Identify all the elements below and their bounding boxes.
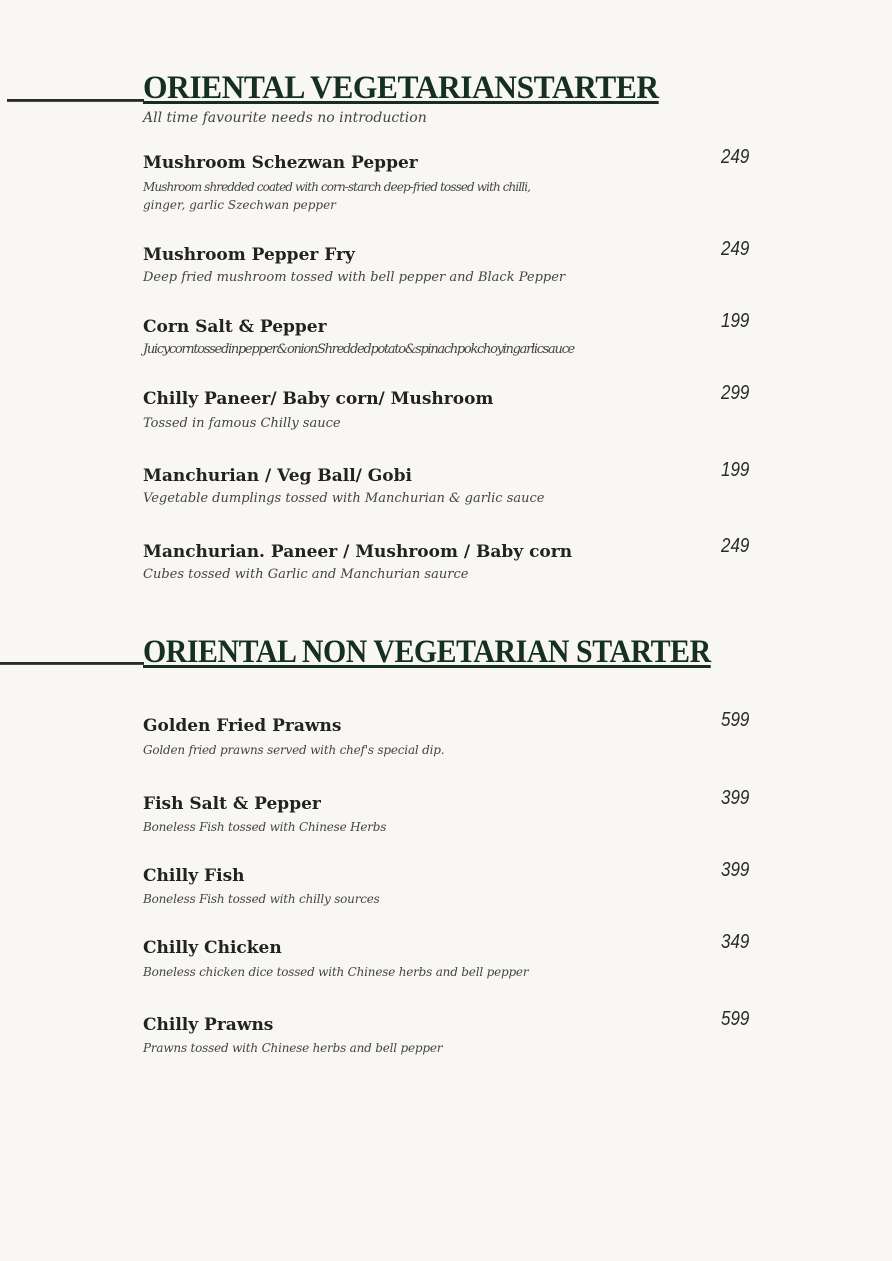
item-price: 299 — [720, 382, 749, 404]
item-price: 249 — [720, 238, 749, 260]
item-price: 249 — [720, 535, 749, 557]
nonveg-starter-section — [0, 634, 892, 674]
item-description: Boneless Fish tossed with Chinese Herbs — [143, 820, 387, 834]
item-name: Chilly Paneer/ Baby corn/ Mushroom — [143, 389, 494, 409]
nonveg-heading-wrap — [0, 634, 892, 674]
menu-item-mushroom-schezwan-pepper — [143, 146, 753, 214]
item-name: Mushroom Schezwan Pepper — [143, 153, 418, 173]
item-name: Chilly Fish — [143, 866, 245, 886]
item-name: Fish Salt & Pepper — [143, 794, 321, 814]
item-price: 399 — [720, 859, 749, 881]
item-description: Juicycorntossedinpepper&onionShreddedpotato&spinachpokchoyingarlicsauce — [143, 342, 574, 357]
item-description: Boneless chicken dice tossed with Chinese herbs and bell pepper — [143, 965, 529, 979]
item-price: 399 — [720, 787, 749, 809]
item-description-line: Mushroom shredded coated with corn-starch deep-fried tossed with chilli, — [143, 180, 531, 194]
menu-item-fish-salt-pepper — [143, 787, 753, 836]
item-price: 349 — [720, 931, 749, 953]
item-description: Deep fried mushroom tossed with bell pepper and Black Pepper — [143, 270, 566, 285]
menu-item-corn-salt-pepper — [143, 310, 753, 359]
item-name: Chilly Chicken — [143, 938, 282, 958]
item-name: Manchurian / Veg Ball/ Gobi — [143, 466, 412, 486]
item-description: Tossed in famous Chilly sauce — [143, 416, 341, 431]
item-price: 599 — [720, 709, 749, 731]
menu-item-chilly-fish — [143, 859, 753, 908]
item-name: Golden Fried Prawns — [143, 716, 342, 736]
veg-heading-wrap — [0, 70, 892, 110]
item-price: 199 — [720, 310, 749, 332]
item-description: Boneless Fish tossed with chilly sources — [143, 892, 380, 906]
menu-item-manchurian-veg-ball — [143, 459, 753, 508]
item-price: 249 — [720, 146, 749, 168]
menu-item-chilly-paneer — [143, 382, 753, 433]
veg-heading-rule — [7, 99, 144, 102]
item-description — [143, 178, 753, 214]
veg-section-title: ORIENTAL VEGETARIANSTARTER — [143, 70, 659, 106]
menu-item-chilly-chicken — [143, 931, 753, 981]
item-price: 599 — [720, 1008, 749, 1030]
item-description: Vegetable dumplings tossed with Manchurian & garlic sauce — [143, 491, 545, 506]
menu-item-chilly-prawns — [143, 1008, 753, 1057]
item-name: Mushroom Pepper Fry — [143, 245, 355, 265]
item-price: 199 — [720, 459, 749, 481]
menu-item-golden-fried-prawns — [143, 709, 753, 759]
item-name: Chilly Prawns — [143, 1015, 274, 1035]
nonveg-section-title: ORIENTAL NON VEGETARIAN STARTER — [143, 634, 711, 670]
veg-starter-section — [0, 70, 892, 126]
item-name: Manchurian. Paneer / Mushroom / Baby corn — [143, 542, 573, 562]
item-name: Corn Salt & Pepper — [143, 317, 327, 337]
veg-section-subtitle: All time favourite needs no introduction — [143, 110, 427, 126]
nonveg-heading-rule — [0, 662, 144, 665]
item-description-line: ginger, garlic Szechwan pepper — [143, 198, 336, 212]
item-description: Golden fried prawns served with chef's special dip. — [143, 743, 445, 757]
menu-item-manchurian-paneer — [143, 535, 753, 584]
item-description: Cubes tossed with Garlic and Manchurian saurce — [143, 567, 469, 582]
item-description: Prawns tossed with Chinese herbs and bell pepper — [143, 1041, 443, 1055]
menu-item-mushroom-pepper-fry — [143, 238, 753, 287]
